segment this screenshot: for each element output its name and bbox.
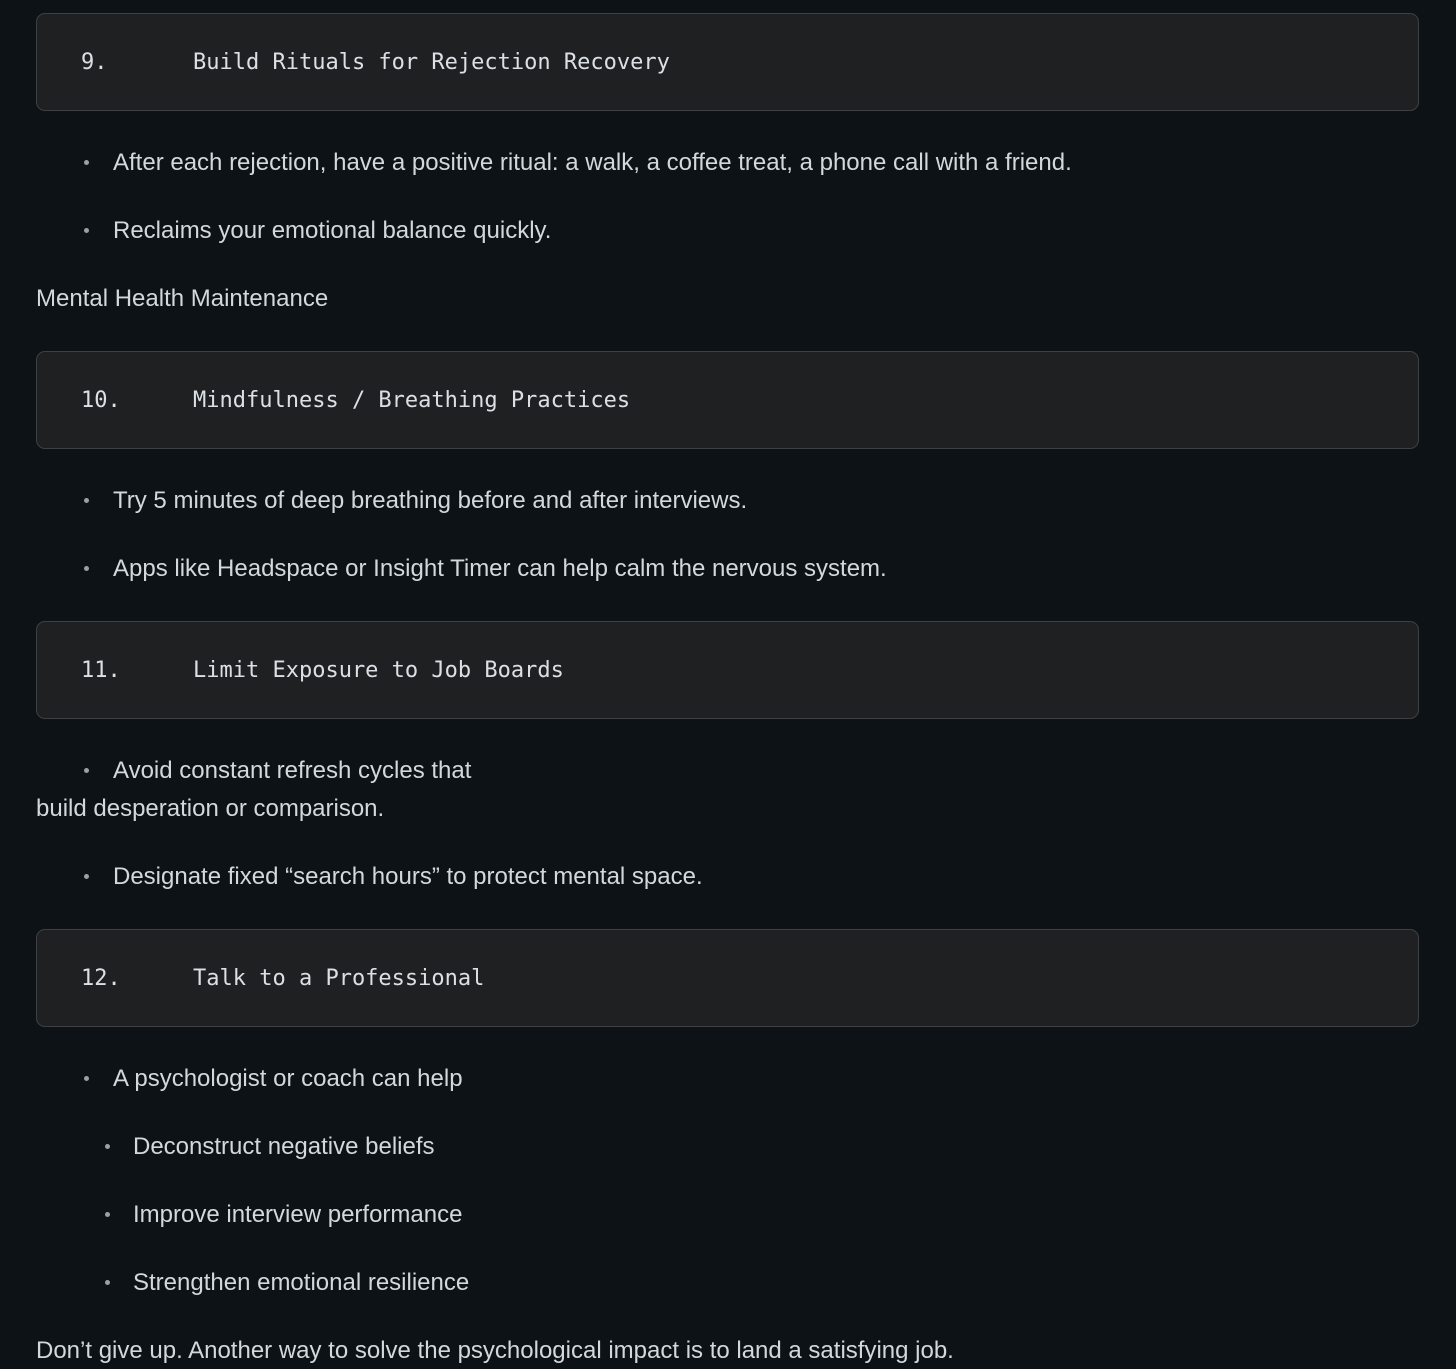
section-title: Build Rituals for Rejection Recovery <box>193 49 670 75</box>
section-number: 11. <box>81 657 121 683</box>
list-item: Designate fixed “search hours” to protect mental space. <box>36 858 1419 896</box>
list-item <box>36 752 1419 828</box>
section-number: 12. <box>81 965 121 991</box>
section-title: Mindfulness / Breathing Practices <box>193 387 631 413</box>
nested-list-item: Deconstruct negative beliefs <box>36 1128 1419 1166</box>
subheading-mental-health: Mental Health Maintenance <box>36 285 329 312</box>
bullet-list-job-boards <box>36 752 1419 896</box>
section-number: 9. <box>81 49 108 75</box>
list-item: Try 5 minutes of deep breathing before and after interviews. <box>36 482 1419 520</box>
bullet-list-mindfulness <box>36 482 1419 588</box>
section-title: Limit Exposure to Job Boards <box>193 657 564 683</box>
list-item: Reclaims your emotional balance quickly. <box>36 212 1419 250</box>
section-number: 10. <box>81 387 121 413</box>
bullet-list-rejection-recovery <box>36 144 1419 250</box>
section-heading-12 <box>36 929 1419 1027</box>
nested-list-item: Strengthen emotional resilience <box>36 1264 1419 1302</box>
bullet-list-professional <box>36 1060 1419 1302</box>
closing-paragraph: Don’t give up. Another way to solve the psychological impact is to land a satisfying job. <box>36 1337 954 1364</box>
section-title: Talk to a Professional <box>193 965 485 991</box>
list-item: After each rejection, have a positive ritual: a walk, a coffee treat, a phone call with a friend. <box>36 144 1419 182</box>
list-item: A psychologist or coach can help <box>36 1060 1419 1098</box>
list-item: Apps like Headspace or Insight Timer can help calm the nervous system. <box>36 550 1419 588</box>
section-heading-9 <box>36 13 1419 111</box>
list-item-line-2: build desperation or comparison. <box>36 795 385 822</box>
section-heading-11 <box>36 621 1419 719</box>
nested-list-item: Improve interview performance <box>36 1196 1419 1234</box>
list-item-line-1: Avoid constant refresh cycles that <box>113 757 472 784</box>
section-heading-10 <box>36 351 1419 449</box>
